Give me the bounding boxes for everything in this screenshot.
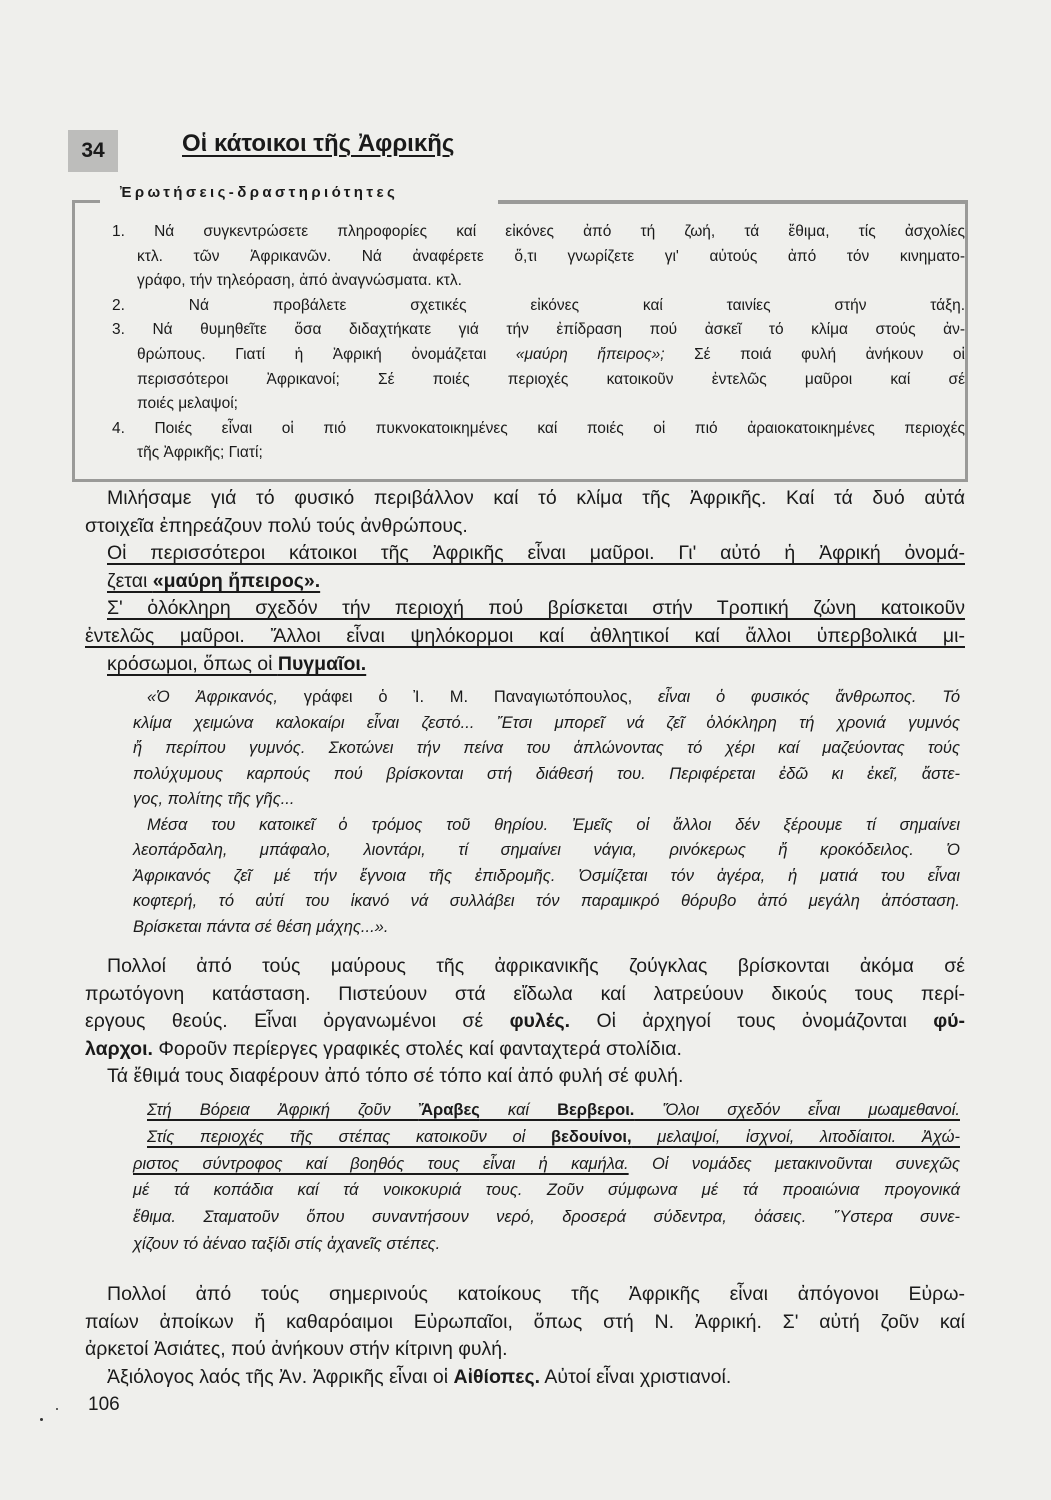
- text-line: [85, 595, 965, 623]
- text-line: [133, 711, 960, 737]
- text-line: [133, 1097, 960, 1124]
- paragraph-block: [85, 1281, 965, 1391]
- text-line: [85, 485, 965, 513]
- text-run: Φοροῦν περίεργες γραφικές στολές καί φανταχτερά στολίδια.: [152, 1037, 682, 1060]
- text-run: λεοπάρδαλη, μπάφαλο, λιοντάρι, τί σημαίνει νάγια, ρινόκερως ἤ κροκόδειλος. Ὁ: [133, 841, 960, 859]
- text-line: [133, 1231, 960, 1258]
- questions-heading: Ἐρωτήσεις-δραστηριότητες: [120, 184, 399, 201]
- text-run: φυλές.: [509, 1010, 571, 1033]
- text-run: Αὐτοί εἶναι χριστιανοί.: [540, 1365, 732, 1388]
- text-line: [85, 513, 965, 541]
- text-run: Σέ ποιά φυλή ἀνήκουν οἱ: [664, 345, 965, 363]
- text-run: Βρίσκεται πάντα σέ θέση μάχης...».: [133, 917, 389, 936]
- text-run: εργους θεούς. Εἶναι ὀργανωμένοι σέ: [85, 1010, 510, 1033]
- text-line: [85, 953, 965, 981]
- text-line: [112, 441, 965, 466]
- text-run: κρόσωμοι, ὅπως οἱ: [107, 652, 278, 675]
- text-line: [112, 343, 965, 368]
- text-run: Βερβεροι.: [557, 1101, 635, 1119]
- text-line: [133, 915, 960, 941]
- text-run: κλίμα χειμώνα καλοκαίρι εἶναι ζεστό... Ἔτσι μπορεῖ νά ζεῖ ὁλόκληρη τή χρονιά γυμνός: [133, 713, 960, 732]
- text-run: Οἱ νομάδες μετακινοῦνται συνεχῶς: [628, 1154, 960, 1173]
- text-line: [85, 1336, 965, 1364]
- text-run: Πυγμαῖοι.: [277, 652, 367, 675]
- text-line: [112, 269, 965, 294]
- text-line: [85, 1008, 965, 1036]
- text-run: «Ὁ Ἀφρικανός,: [147, 688, 278, 706]
- text-line: [133, 813, 960, 839]
- text-line: [112, 392, 965, 417]
- text-run: καί: [479, 1101, 558, 1119]
- paragraph-block: [85, 953, 965, 1091]
- text-run: γος, πολίτης τῆς γῆς...: [133, 790, 295, 808]
- text-run: ἤ περίπου γυμνός. Σκοτώνει τήν πείνα του ἁπλώνοντας τό χέρι καί μαζεύοντας τούς: [133, 739, 960, 757]
- text-run: Πολλοί ἀπό τούς σημερινούς κατοίκους τῆς Ἀφρικῆς εἶναι ἀπόγονοι Εὐρω-: [107, 1283, 965, 1305]
- text-line: [133, 864, 960, 890]
- text-run: 1. Νά συγκεντρώσετε πληροφορίες καί εἰκόνες ἀπό τή ζωή, τά ἔθιμα, τίς ἀσχολίες: [112, 223, 965, 240]
- text-line: [133, 1151, 960, 1178]
- text-run: Τά ἔθιμά τους διαφέρουν ἀπό τόπο σέ τόπο καί ἀπό φυλή σέ φυλή.: [107, 1065, 684, 1088]
- scan-speck: [56, 1408, 58, 1410]
- questions-list: [112, 220, 965, 466]
- quote-block: [133, 685, 960, 940]
- text-run: Μιλήσαμε γιά τό φυσικό περιβάλλον καί τό κλίμα τῆς Ἀφρικῆς. Καί τά δυό αὐτά: [107, 487, 965, 509]
- text-run: γράφει ὁ Ἰ. Μ. Παναγιωτόπουλος,: [277, 688, 658, 706]
- text-run: χίζουν τό ἀέναο ταξίδι στίς ἀχανεῖς στέπες.: [133, 1234, 441, 1253]
- text-run: Οἱ ἀρχηγοί τους ὀνομάζονται: [570, 1010, 934, 1033]
- text-line: [112, 245, 965, 270]
- text-line: [85, 623, 965, 651]
- chapter-number: 34: [68, 130, 118, 172]
- text-run: θρώπους. Γιατί ἡ Ἀφρική ὀνομάζεται: [137, 345, 516, 363]
- text-run: γράφο, τήν τηλεόραση, ἀπό ἀναγνώσματα. κτλ.: [137, 272, 462, 290]
- text-run: «μαύρη ἤπειρος».: [152, 569, 321, 592]
- text-run: μέ τά κοπάδια καί τά νοικοκυριά τους. Ζοῦν σύμφωνα μέ τά προαιώνια προγονικά: [133, 1181, 960, 1200]
- page-title: Οἱ κάτοικοι τῆς Ἀφρικῆς: [182, 130, 455, 157]
- text-run: ριστος σύντροφος καί βοηθός τους εἶναι ἡ καμήλα.: [133, 1154, 629, 1173]
- paragraph-block: [85, 485, 965, 678]
- text-line: [85, 1036, 965, 1064]
- text-line: [112, 368, 965, 393]
- text-line: [112, 294, 965, 319]
- text-line: [85, 1309, 965, 1337]
- text-line: [133, 736, 960, 762]
- text-run: στοιχεῖα ἐπηρεάζουν πολύ τούς ἀνθρώπους.: [85, 514, 468, 537]
- text-run: Οἱ περισσότεροι κάτοικοι τῆς Ἀφρικῆς εἶναι μαῦροι. Γι' αὐτό ἡ Ἀφρική ὀνομά-: [107, 542, 965, 565]
- text-run: βεδουίνοι,: [551, 1127, 632, 1146]
- text-line: [133, 787, 960, 813]
- text-line: [112, 417, 965, 442]
- page-number: 106: [88, 1394, 120, 1415]
- text-run: λαρχοι.: [85, 1037, 153, 1060]
- text-line: [133, 762, 960, 788]
- text-run: Ἀξιόλογος λαός τῆς Ἀν. Ἀφρικῆς εἶναι οἱ: [107, 1365, 454, 1388]
- text-run: Μέσα του κατοικεῖ ὁ τρόμος τοῦ θηρίου. Ἐμεῖς οἱ ἄλλοι δέν ξέρουμε τί σημαίνει: [147, 815, 960, 834]
- text-run: 4. Ποιές εἶναι οἱ πιό πυκνοκατοικημένες καί ποιές οἱ πιό ἀραιοκατοικημένες περιοχές: [112, 419, 965, 437]
- text-run: ζεται: [107, 569, 153, 592]
- text-run: Ἄραβες: [418, 1101, 480, 1119]
- text-line: [112, 220, 965, 245]
- text-run: ἐντελῶς μαῦροι. Ἄλλοι εἶναι ψηλόκορμοι καί ἀθλητικοί καί ἄλλοι ὑπερβολικά μι-: [85, 624, 965, 647]
- text-run: μελαψοί, ἰσχνοί, λιτοδίαιτοι. Ἀχώ-: [631, 1127, 960, 1146]
- text-run: πρωτόγονη κατάσταση. Πιστεύουν στά εἴδωλα καί λατρεύουν δικούς τους περί-: [85, 982, 965, 1005]
- text-line: [85, 540, 965, 568]
- text-run: Πολλοί ἀπό τούς μαύρους τῆς ἀφρικανικῆς ζούγκλας βρίσκονται ἀκόμα σέ: [107, 955, 965, 977]
- quote-block: [133, 1097, 960, 1258]
- text-run: Στίς περιοχές τῆς στέπας κατοικοῦν οἱ: [147, 1127, 551, 1146]
- text-line: [85, 1281, 965, 1309]
- text-run: Σ' ὁλόκληρη σχεδόν τήν περιοχή πού βρίσκεται στήν Τροπική ζώνη κατοικοῦν: [107, 597, 965, 620]
- text-run: κτλ. τῶν Ἀφρικανῶν. Νά ἀναφέρετε ὅ,τι γνωρίζετε γι' αὐτούς ἀπό τόν κινηματο-: [137, 247, 965, 265]
- text-line: [85, 651, 965, 679]
- text-run: περισσότεροι Ἀφρικανοί; Σέ ποιές περιοχές κατοικοῦν ἐντελῶς μαῦροι καί σέ: [137, 370, 965, 388]
- text-line: [133, 685, 960, 711]
- text-line: [85, 1364, 965, 1392]
- text-run: φύ-: [933, 1010, 966, 1033]
- text-line: [133, 889, 960, 915]
- text-run: πολύχυμους καρπούς πού βρίσκονται στή διάθεσή του. Περιφέρεται ἐδῶ κι ἐκεῖ, ἄστε-: [133, 764, 960, 783]
- text-line: [133, 1177, 960, 1204]
- text-run: 2. Νά προβάλετε σχετικές εἰκόνες καί ταινίες στήν τάξη.: [112, 296, 965, 314]
- text-run: ἀρκετοί Ἀσιάτες, πού ἀνήκουν στήν κίτρινη φυλή.: [85, 1338, 508, 1361]
- text-run: «μαύρη ἤπειρος»;: [515, 345, 665, 363]
- text-run: Αἰθίοπες.: [453, 1365, 541, 1388]
- text-run: παίων ἀποίκων ἤ καθαρόαιμοι Εὐρωπαῖοι, ὅπως στή Ν. Ἀφρική. Σ' αὐτή ζοῦν καί: [85, 1310, 965, 1333]
- text-line: [133, 1124, 960, 1151]
- scan-speck: [40, 1418, 43, 1421]
- text-run: κοφτερή, τό αὐτί του ἱκανό νά συλλάβει τόν παραμικρό θόρυβο ἀπό μεγάλη ἀπόσταση.: [133, 892, 960, 910]
- text-line: [133, 838, 960, 864]
- text-line: [85, 981, 965, 1009]
- text-run: Στή Βόρεια Ἀφρική ζοῦν: [147, 1101, 419, 1119]
- text-line: [85, 568, 965, 596]
- text-run: 3. Νά θυμηθεῖτε ὅσα διδαχτήκατε γιά τήν ἐπίδραση πού ἀσκεῖ τό κλίμα στούς ἀν-: [112, 321, 965, 339]
- text-run: ἔθιμα. Σταματοῦν ὅπου συναντήσουν νερό, δροσερά σύδεντρα, ὀάσεις. Ὕστερα συνε-: [133, 1208, 960, 1227]
- text-run: ποιές μελαψοί;: [137, 395, 238, 413]
- text-line: [133, 1204, 960, 1231]
- text-line: [112, 318, 965, 343]
- text-run: εἶναι ὁ φυσικός ἄνθρωπος. Τό: [657, 688, 960, 706]
- text-run: Ὅλοι σχεδόν εἶναι μωαμεθανοί.: [634, 1101, 960, 1119]
- text-run: τῆς Ἀφρικῆς; Γιατί;: [137, 444, 263, 462]
- text-line: [85, 1063, 965, 1091]
- text-run: Ἀφρικανός ζεῖ μέ τήν ἔγνοια τῆς ἐπιδρομῆς. Ὀσμίζεται τόν ἀγέρα, ἡ ματιά του εἶναι: [133, 866, 960, 885]
